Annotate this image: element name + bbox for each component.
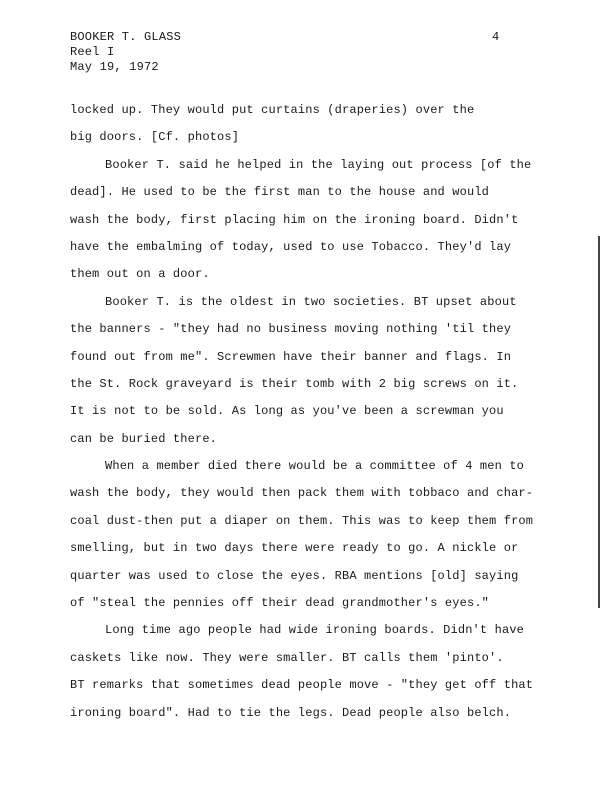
text-line: have the embalming of today, used to use Tobacco. They'd lay <box>70 239 512 254</box>
text-line: wash the body, they would then pack them with tobbaco and char- <box>70 486 534 501</box>
text-line: dead]. He used to be the first man to the house and would <box>70 185 490 200</box>
text-line: It is not to be sold. As long as you've been a screwman you <box>70 404 504 419</box>
text-line: ironing board". Had to tie the legs. Dead people also belch. <box>70 705 512 720</box>
paragraph-start-line: Booker T. said he helped in the laying out process [of the <box>105 157 532 172</box>
text-line: BT remarks that sometimes dead people move - "they get off that <box>70 678 534 693</box>
paragraph-start-line: When a member died there would be a committee of 4 men to <box>105 459 525 474</box>
text-line: can be buried there. <box>70 431 218 446</box>
paragraph-start-line: Booker T. is the oldest in two societies. BT upset about <box>105 294 517 309</box>
text-line: of "steal the pennies off their dead grandmother's eyes." <box>70 596 490 611</box>
interview-date: May 19, 1972 <box>70 60 159 74</box>
text-line: them out on a door. <box>70 267 210 282</box>
text-line: caskets like now. They were smaller. BT calls them 'pinto'. <box>70 650 504 665</box>
text-line: wash the body, first placing him on the ironing board. Didn't <box>70 212 519 227</box>
reel-label: Reel I <box>70 45 115 59</box>
document-header <box>70 30 181 75</box>
text-line: coal dust-then put a diaper on them. This was to keep them from <box>70 513 534 528</box>
text-line: big doors. [Cf. photos] <box>70 130 240 145</box>
text-line: found out from me". Screwmen have their banner and flags. In <box>70 349 512 364</box>
text-line: locked up. They would put curtains (draperies) over the <box>70 103 475 117</box>
text-line: quarter was used to close the eyes. RBA mentions [old] saying <box>70 568 519 583</box>
text-line: smelling, but in two days there were ready to go. A nickle or <box>70 541 519 556</box>
page-number: 4 <box>492 30 500 44</box>
interviewee-name: BOOKER T. GLASS <box>70 30 182 44</box>
paragraph-start-line: Long time ago people had wide ironing boards. Didn't have <box>105 623 525 638</box>
text-line: the banners - "they had no business moving nothing 'til they <box>70 322 512 337</box>
scan-edge-line <box>598 236 600 608</box>
text-line: the St. Rock graveyard is their tomb with 2 big screws on it. <box>70 376 519 391</box>
transcript-body <box>70 97 540 727</box>
